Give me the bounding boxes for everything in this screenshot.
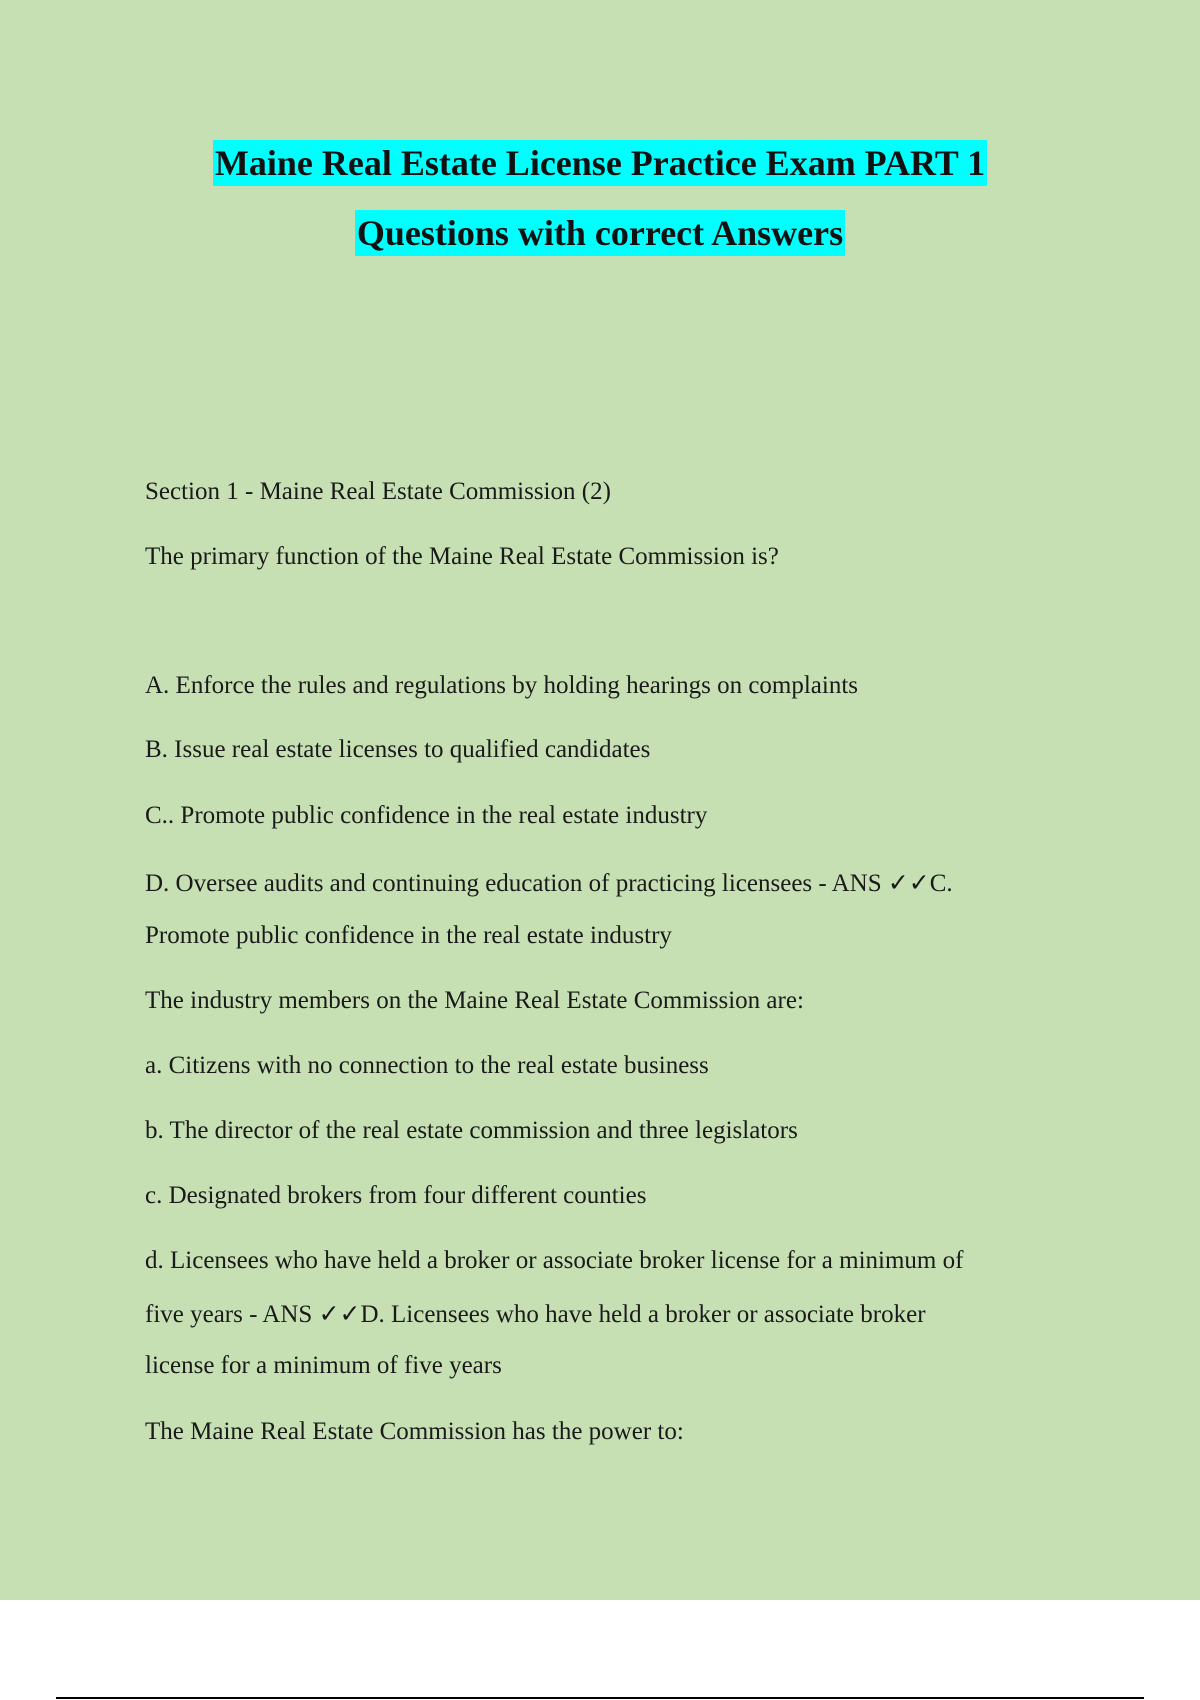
question-2-option-b: b. The director of the real estate commission and three legislators bbox=[145, 1117, 798, 1144]
title-line-2: Questions with correct Answers bbox=[355, 210, 845, 256]
question-2: The industry members on the Maine Real Estate Commission are: bbox=[145, 987, 804, 1014]
question-2-option-c: c. Designated brokers from four different counties bbox=[145, 1182, 647, 1209]
question-2-answer: five years - ANS ✓✓D. Licensees who have held a broker or associate broker bbox=[145, 1301, 926, 1328]
question-2-option-d: d. Licensees who have held a broker or associate broker license for a minimum of bbox=[145, 1247, 964, 1274]
section-heading: Section 1 - Maine Real Estate Commission (2) bbox=[145, 478, 611, 505]
question-1-option-b: B. Issue real estate licenses to qualified candidates bbox=[145, 736, 651, 763]
question-1-option-d-answer: D. Oversee audits and continuing education of practicing licensees - ANS ✓✓C. bbox=[145, 870, 953, 897]
question-2-option-a: a. Citizens with no connection to the real estate business bbox=[145, 1052, 709, 1079]
question-2-answer-continued: license for a minimum of five years bbox=[145, 1352, 502, 1379]
question-1-answer-continued: Promote public confidence in the real estate industry bbox=[145, 922, 672, 949]
question-3: The Maine Real Estate Commission has the power to: bbox=[145, 1418, 684, 1445]
question-1: The primary function of the Maine Real Estate Commission is? bbox=[145, 543, 779, 570]
question-1-option-c: C.. Promote public confidence in the real estate industry bbox=[145, 802, 708, 829]
question-1-option-a: A. Enforce the rules and regulations by holding hearings on complaints bbox=[145, 672, 859, 699]
title-line-1: Maine Real Estate License Practice Exam PART 1 bbox=[213, 140, 987, 186]
footer-divider bbox=[56, 1697, 1144, 1699]
